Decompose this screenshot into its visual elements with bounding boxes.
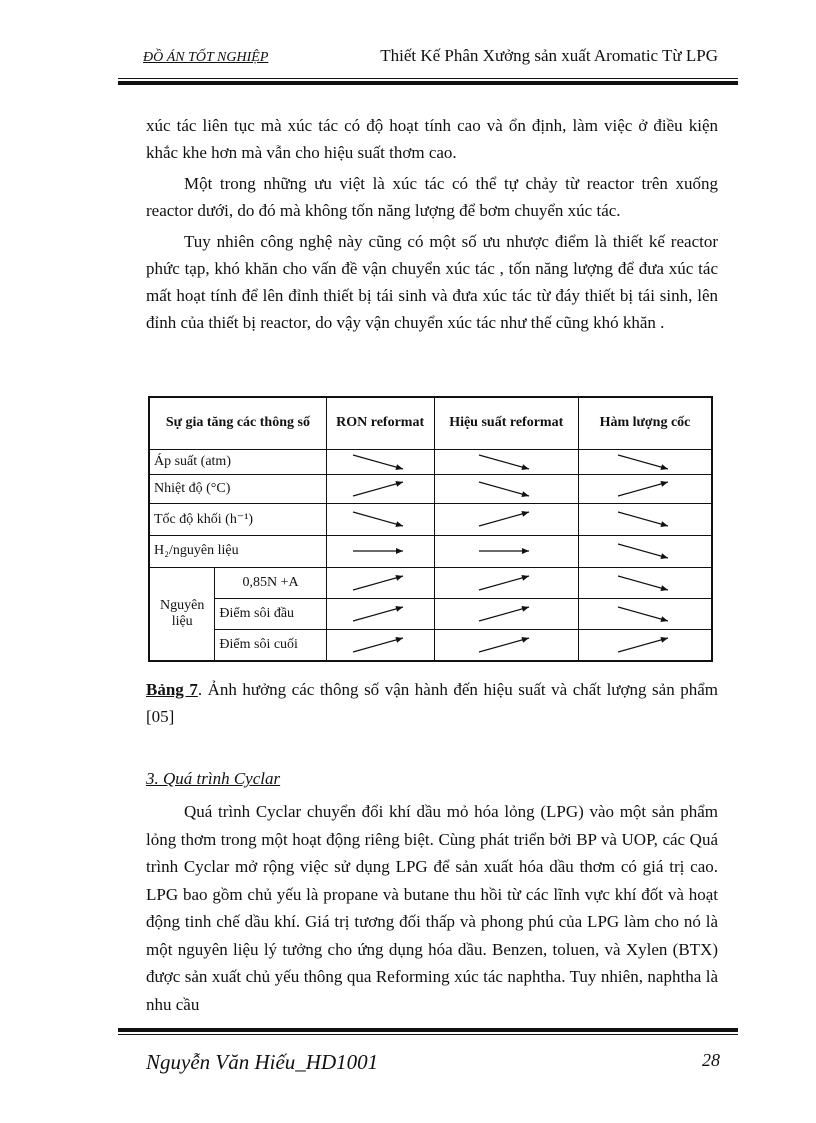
section-body bbox=[146, 798, 718, 1018]
header-title: Thiết Kế Phân Xưởng sản xuất Aromatic Từ LPG bbox=[380, 46, 718, 65]
caption-label: Bảng 7 bbox=[146, 680, 198, 699]
table-header-param: Sự gia tăng các thông số bbox=[149, 397, 326, 449]
arrow-down-icon bbox=[345, 508, 415, 530]
arrow-up-icon bbox=[471, 634, 541, 656]
trend-arrow bbox=[578, 449, 712, 474]
section-paragraph: Quá trình Cyclar chuyển đổi khí dầu mỏ hóa lỏng (LPG) vào một sản phẩm lỏng thơm trong một hoạt động riêng biệt. Cùng phát triển bởi BP và UOP, các Quá trình Cyclar mở rộng việc sử dụng LPG để sản xuất hóa dầu thơm có giá trị cao. LPG bao gồm chủ yếu là propane và butane thu hồi từ các lĩnh vực khí đốt và hoạt động tinh chế dầu khí. Giá trị tương đối thấp và phong phú của LPG làm cho nó là một nguyên liệu lý tưởng cho ứng dụng hóa dầu. Benzen, toluen, và Xylen (BTX) được sản xuất chủ yếu thông qua Reforming xúc tác naphtha. Tuy nhiên, naphtha là nhu cầu bbox=[146, 802, 718, 1014]
arrow-up-icon bbox=[345, 634, 415, 656]
arrow-up-icon bbox=[345, 603, 415, 625]
trend-arrow bbox=[326, 535, 434, 567]
trend-arrow bbox=[578, 503, 712, 535]
paragraph-3: Tuy nhiên công nghệ này cũng có một số ưu nhược điểm là thiết kế reactor phức tạp, khó khăn cho vấn đề vận chuyển xúc tác , tốn năng lượng để đưa xúc tác mất hoạt tính để lên đỉnh thiết bị tái sinh và đưa xúc tác từ đáy thiết bị tái sinh, lên đỉnh của thiết bị reactor, do vậy vận chuyển xúc tác như thế cũng khó khăn . bbox=[146, 232, 718, 332]
section-title: 3. Quá trình Cyclar bbox=[146, 769, 281, 788]
trend-arrow bbox=[326, 629, 434, 661]
caption-text: . Ảnh hưởng các thông số vận hành đến hiệu suất và chất lượng sản phẩm [05] bbox=[146, 680, 718, 726]
arrow-flat-icon bbox=[471, 540, 541, 562]
arrow-up-icon bbox=[471, 572, 541, 594]
arrow-flat-icon bbox=[345, 540, 415, 562]
table-caption bbox=[146, 676, 718, 730]
arrow-down-icon bbox=[610, 603, 680, 625]
arrow-down-icon bbox=[471, 451, 541, 473]
row-label: Nhiệt độ (°C) bbox=[149, 474, 326, 503]
row-label: Điểm sôi đầu bbox=[215, 598, 326, 629]
trend-arrow bbox=[434, 567, 578, 598]
table-row bbox=[149, 503, 712, 535]
trend-arrow bbox=[326, 474, 434, 503]
table-row bbox=[149, 449, 712, 474]
row-label: Tốc độ khối (h⁻¹) bbox=[149, 503, 326, 535]
paragraph-2: Một trong những ưu việt là xúc tác có thể tự chảy từ reactor trên xuống reactor dưới, do đó mà không tốn năng lượng để bơm chuyển xúc tác. bbox=[146, 174, 718, 220]
trend-arrow bbox=[434, 598, 578, 629]
table-header-yield: Hiệu suất reformat bbox=[434, 397, 578, 449]
trend-arrow bbox=[434, 629, 578, 661]
trend-arrow bbox=[578, 629, 712, 661]
trend-arrow bbox=[326, 449, 434, 474]
table-row bbox=[149, 598, 712, 629]
trend-arrow bbox=[578, 567, 712, 598]
body-text bbox=[146, 112, 718, 340]
page-header bbox=[143, 46, 718, 72]
trend-arrow bbox=[578, 535, 712, 567]
table-row bbox=[149, 474, 712, 503]
trend-arrow bbox=[578, 474, 712, 503]
trend-arrow bbox=[434, 535, 578, 567]
arrow-down-icon bbox=[471, 478, 541, 500]
parameter-effects-table bbox=[148, 396, 713, 662]
arrow-down-icon bbox=[610, 572, 680, 594]
footer-author: Nguyễn Văn Hiếu_HD1001 bbox=[146, 1050, 379, 1074]
arrow-up-icon bbox=[610, 478, 680, 500]
trend-arrow bbox=[434, 503, 578, 535]
trend-arrow bbox=[326, 503, 434, 535]
table-header-coke: Hàm lượng cốc bbox=[578, 397, 712, 449]
table-row bbox=[149, 535, 712, 567]
arrow-up-icon bbox=[345, 478, 415, 500]
arrow-down-icon bbox=[345, 451, 415, 473]
paragraph-1: xúc tác liên tục mà xúc tác có độ hoạt tính cao và ổn định, làm việc ở điều kiện khắc khe hơn mà vẫn cho hiệu suất thơm cao. bbox=[146, 116, 718, 162]
header-rule bbox=[118, 78, 738, 85]
arrow-up-icon bbox=[471, 508, 541, 530]
row-label: Điểm sôi cuối bbox=[215, 629, 326, 661]
arrow-up-icon bbox=[610, 634, 680, 656]
header-left: ĐỒ ÁN TỐT NGHIỆP bbox=[143, 50, 269, 65]
trend-arrow bbox=[578, 598, 712, 629]
arrow-down-icon bbox=[610, 540, 680, 562]
page-number: 28 bbox=[702, 1050, 720, 1070]
arrow-up-icon bbox=[471, 603, 541, 625]
table-header-ron: RON reformat bbox=[326, 397, 434, 449]
row-label: H₂/nguyên liệu bbox=[149, 535, 326, 567]
trend-arrow bbox=[434, 449, 578, 474]
row-label: Áp suất (atm) bbox=[149, 449, 326, 474]
trend-arrow bbox=[326, 567, 434, 598]
trend-arrow bbox=[434, 474, 578, 503]
group-label: Nguyên liệu bbox=[149, 567, 215, 661]
table-row bbox=[149, 567, 712, 598]
row-label: 0,85N +A bbox=[215, 567, 326, 598]
trend-arrow bbox=[326, 598, 434, 629]
arrow-up-icon bbox=[345, 572, 415, 594]
arrow-down-icon bbox=[610, 451, 680, 473]
table-row bbox=[149, 629, 712, 661]
arrow-down-icon bbox=[610, 508, 680, 530]
footer-rule bbox=[118, 1028, 738, 1035]
page-footer bbox=[146, 1050, 720, 1075]
